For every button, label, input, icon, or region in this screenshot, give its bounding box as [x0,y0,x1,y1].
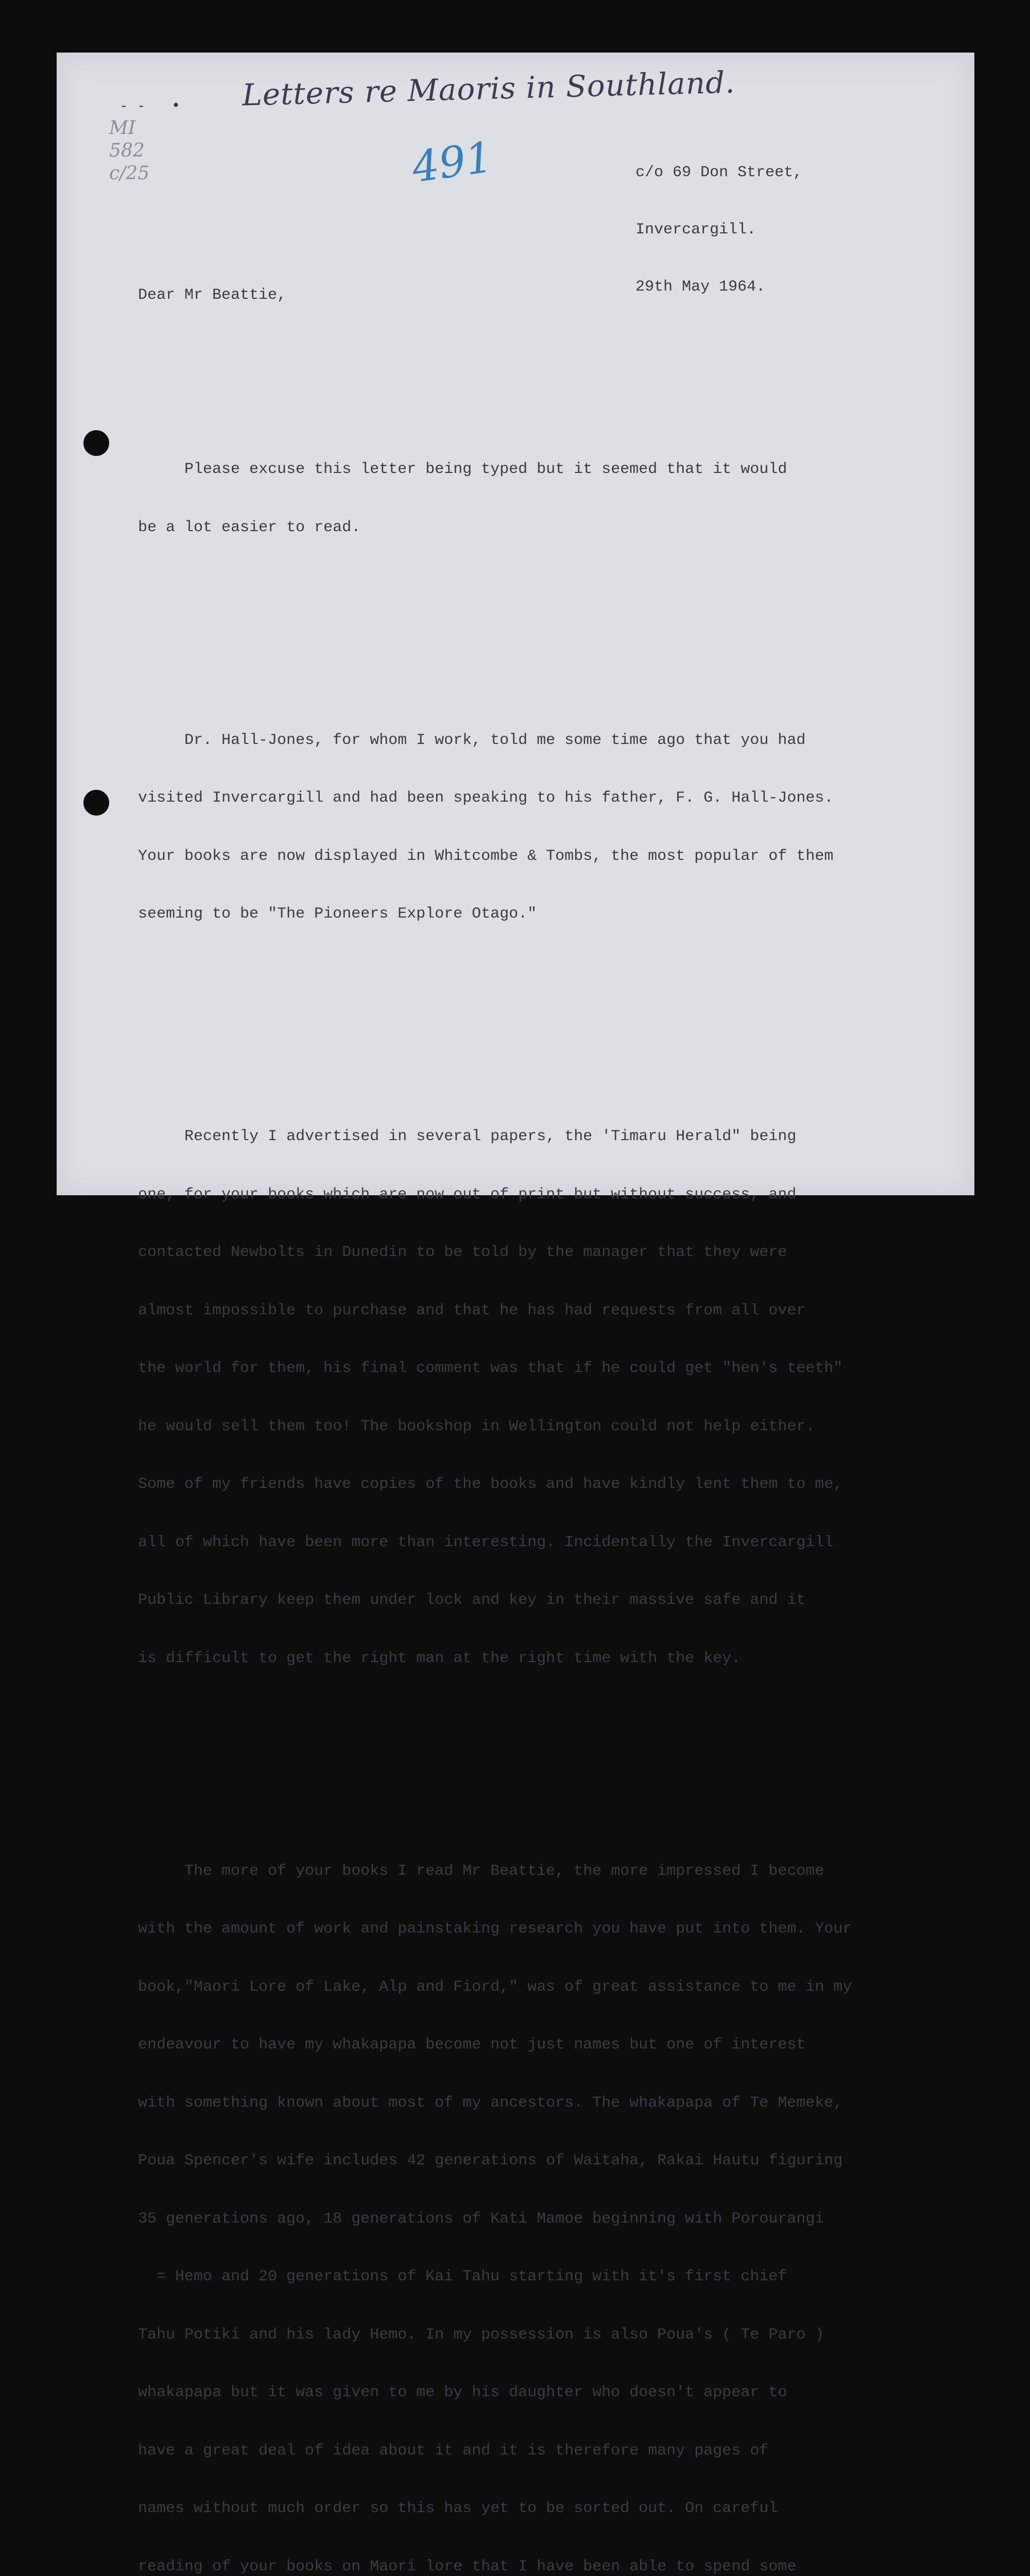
text-line: with the amount of work and painstaking research you have put into them. Your [138,1920,852,1939]
text-line: Dr. Hall-Jones, for whom I work, told me some time ago that you had [138,731,852,751]
text-line: = Hemo and 20 generations of Kai Tahu starting with it's first chief [138,2267,852,2287]
text-line: 35 generations ago, 18 generations of Kati Mamoe beginning with Porourangi [138,2210,852,2229]
text-line: the world for them, his final comment was that if he could get "hen's teeth" [138,1359,852,1379]
text-line: book,"Maori Lore of Lake, Alp and Fiord," was of great assistance to me in my [138,1978,852,1997]
pencil-ref-2: 582 [109,140,145,161]
text-line: Some of my friends have copies of the books and have kindly lent them to me, [138,1475,852,1495]
paragraph-1 [138,421,852,576]
address-line: Invercargill. [636,221,802,240]
text-line: almost impossible to purchase and that he has had requests from all over [138,1301,852,1321]
text-line: The more of your books I read Mr Beattie, the more impressed I become [138,1862,852,1882]
text-line: seeming to be "The Pioneers Explore Otago." [138,905,852,924]
text-line: Recently I advertised in several papers, the 'Timaru Herald" being [138,1127,852,1147]
letter-body [138,247,852,2576]
handwritten-title: Letters re Maoris in Southland. [242,64,735,112]
punch-hole-bottom [83,790,109,816]
text-line: visited Invercargill and had been speaking to his father, F. G. Hall-Jones. [138,789,852,808]
blue-pencil-number: 491 [409,133,495,193]
text-line: Your books are now displayed in Whitcombe & Tombs, the most popular of them [138,847,852,867]
text-line: Poua Spencer's wife includes 42 generations of Waitaha, Rakai Hautu figuring [138,2151,852,2171]
paragraph-2 [138,692,852,963]
address-date: 29th May 1964. [636,278,802,297]
text-line: names without much order so this has yet to be sorted out. On careful [138,2499,852,2519]
text-line: endeavour to have my whakapapa become not just names but one of interest [138,2036,852,2055]
text-line: Tahu Potiki and his lady Hemo. In my possession is also Poua's ( Te Paro ) [138,2326,852,2345]
margin-mark: - - • [119,97,180,114]
punch-hole-top [83,430,109,456]
text-line: contacted Newbolts in Dunedin to be told by the manager that they were [138,1243,852,1263]
text-line: all of which have been more than interesting. Incidentally the Invercargill [138,1533,852,1553]
address-line: c/o 69 Don Street, [636,163,802,182]
text-line: Please excuse this letter being typed but it seemed that it would [138,460,852,480]
paragraph-4 [138,1823,852,2576]
text-line: he would sell them too! The bookshop in Wellington could not help either. [138,1417,852,1437]
pencil-ref-3: c/25 [109,163,149,184]
paragraph-3 [138,1089,852,1707]
text-line: one, for your books which are now out of print but without success, and [138,1185,852,1205]
pencil-ref-1: MI [109,117,135,139]
text-line: be a lot easier to read. [138,518,852,538]
text-line: reading of your books on Maori lore that I have been able to spend some [138,2557,852,2576]
text-line: whakapapa but it was given to me by his daughter who doesn't appear to [138,2383,852,2403]
text-line: with something known about most of my ancestors. The whakapapa of Te Memeke, [138,2094,852,2113]
salutation: Dear Mr Beattie, [138,286,852,306]
text-line: is difficult to get the right man at the right time with the key. [138,1649,852,1669]
text-line: have a great deal of idea about it and it is therefore many pages of [138,2442,852,2461]
text-line: Public Library keep them under lock and key in their massive safe and it [138,1591,852,1611]
